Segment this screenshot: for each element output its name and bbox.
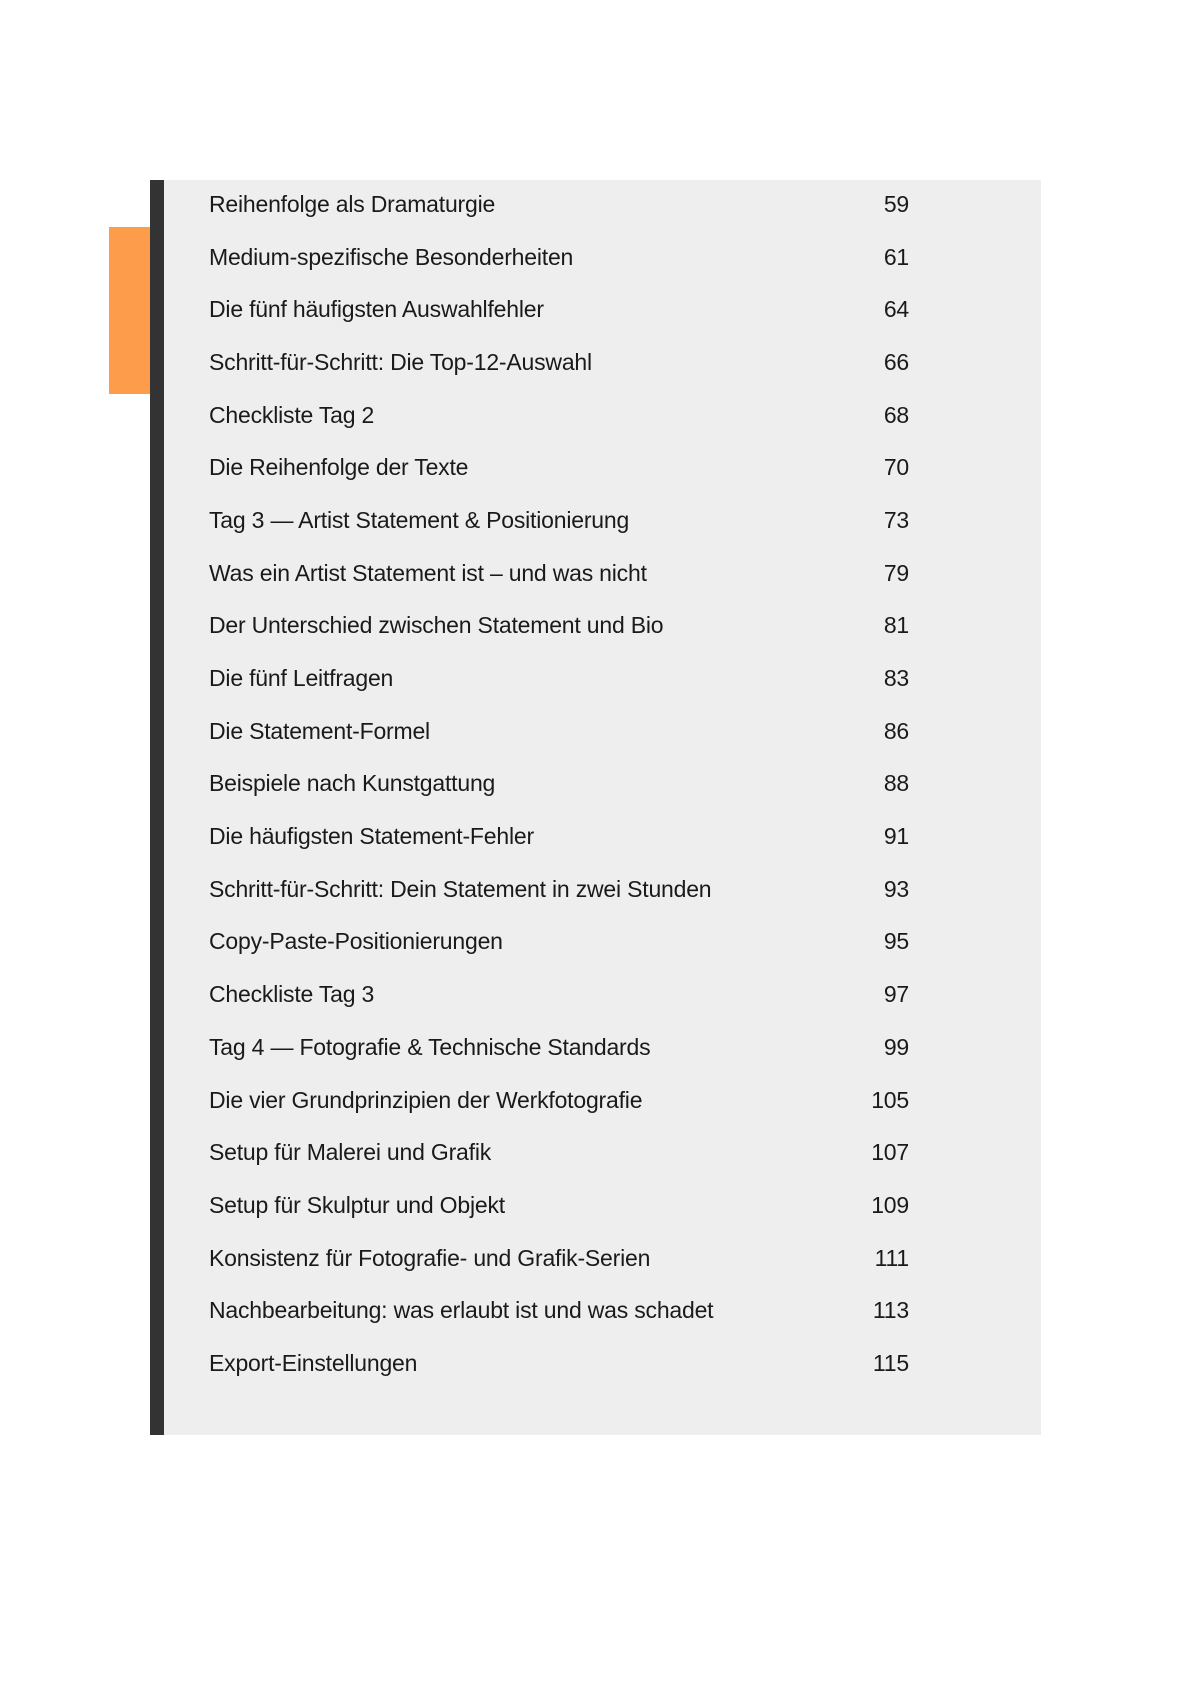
toc-entry-page: 105	[871, 1086, 909, 1113]
toc-entry[interactable]	[209, 389, 909, 442]
toc-entry-page: 70	[883, 454, 909, 481]
toc-entry-title: Copy-Paste-Positionierungen	[209, 928, 503, 955]
toc-entry-page: 73	[883, 506, 909, 533]
toc-entry[interactable]	[209, 336, 909, 389]
toc-entry-title: Schritt-für-Schritt: Die Top-12-Auswahl	[209, 348, 592, 375]
toc-entry-title: Setup für Skulptur und Objekt	[209, 1191, 505, 1218]
toc-entry-page: 66	[883, 348, 909, 375]
toc-entry-title: Schritt-für-Schritt: Dein Statement in zwei Stunden	[209, 875, 712, 902]
toc-entry-page: 95	[883, 928, 909, 955]
accent-tab	[109, 227, 150, 394]
toc-entry[interactable]	[209, 547, 909, 600]
toc-entry-page: 99	[883, 1033, 909, 1060]
toc-entry[interactable]	[209, 652, 909, 705]
toc-entry-title: Die fünf häufigsten Auswahlfehler	[209, 296, 544, 323]
toc-entry-page: 81	[883, 612, 909, 639]
toc-entry-title: Checkliste Tag 3	[209, 981, 375, 1008]
toc-entry-page: 64	[883, 296, 909, 323]
toc-entry[interactable]	[209, 1232, 909, 1285]
toc-entry-title: Medium-spezifische Besonderheiten	[209, 243, 574, 270]
toc-entry[interactable]	[209, 1074, 909, 1127]
toc-entry-title: Nachbearbeitung: was erlaubt ist und was schadet	[209, 1297, 714, 1324]
toc-entry[interactable]	[209, 758, 909, 811]
toc-entry-title: Was ein Artist Statement ist – und was nicht	[209, 559, 647, 586]
toc-entry[interactable]	[209, 968, 909, 1021]
toc-entry[interactable]	[209, 1284, 909, 1337]
toc-entry[interactable]	[209, 916, 909, 969]
toc-entry-title: Setup für Malerei und Grafik	[209, 1139, 492, 1166]
toc-entry[interactable]	[209, 600, 909, 653]
toc-entry[interactable]	[209, 283, 909, 336]
toc-entry[interactable]	[209, 863, 909, 916]
toc-entry-page: 61	[883, 243, 909, 270]
toc-entry[interactable]	[209, 1126, 909, 1179]
toc-entry-page: 86	[883, 717, 909, 744]
toc-entry-title: Der Unterschied zwischen Statement und Bio	[209, 612, 664, 639]
toc-entry-page: 113	[872, 1297, 909, 1324]
toc-entry-page: 115	[872, 1349, 909, 1376]
toc-entry[interactable]	[209, 1021, 909, 1074]
toc-entry-title: Checkliste Tag 2	[209, 401, 375, 428]
toc-entry[interactable]	[209, 1179, 909, 1232]
toc-entry-title: Reihenfolge als Dramaturgie	[209, 190, 496, 217]
toc-entry[interactable]	[209, 231, 909, 284]
toc-entry-title: Die Reihenfolge der Texte	[209, 454, 469, 481]
toc-entry-title: Tag 4 — Fotografie & Technische Standards	[209, 1033, 651, 1060]
toc-entry[interactable]	[209, 441, 909, 494]
toc-entry-title: Konsistenz für Fotografie- und Grafik-Serien	[209, 1244, 651, 1271]
toc-entry[interactable]	[209, 178, 909, 231]
toc-entry[interactable]	[209, 705, 909, 758]
toc-entry-page: 109	[871, 1191, 909, 1218]
toc-left-border	[150, 180, 164, 1435]
toc-entry-title: Beispiele nach Kunstgattung	[209, 770, 496, 797]
toc-entry-title: Die Statement-Formel	[209, 717, 430, 744]
toc-entry-page: 97	[883, 981, 909, 1008]
toc-entry-page: 91	[883, 823, 909, 850]
toc-entry-page: 79	[883, 559, 909, 586]
toc-entry-title: Export-Einstellungen	[209, 1349, 418, 1376]
toc-list	[209, 178, 909, 1390]
toc-entry-title: Die fünf Leitfragen	[209, 665, 394, 692]
toc-entry-page: 59	[883, 190, 909, 217]
toc-entry-page: 111	[874, 1244, 909, 1271]
toc-entry-page: 107	[871, 1139, 909, 1166]
toc-entry-page: 88	[883, 770, 909, 797]
toc-entry-page: 93	[883, 875, 909, 902]
toc-entry-page: 68	[883, 401, 909, 428]
toc-entry[interactable]	[209, 810, 909, 863]
toc-entry-title: Die häufigsten Statement-Fehler	[209, 823, 534, 850]
toc-entry-title: Tag 3 — Artist Statement & Positionierung	[209, 506, 630, 533]
toc-entry-title: Die vier Grundprinzipien der Werkfotografie	[209, 1086, 643, 1113]
toc-entry[interactable]	[209, 1337, 909, 1390]
toc-entry[interactable]	[209, 494, 909, 547]
toc-entry-page: 83	[883, 665, 909, 692]
